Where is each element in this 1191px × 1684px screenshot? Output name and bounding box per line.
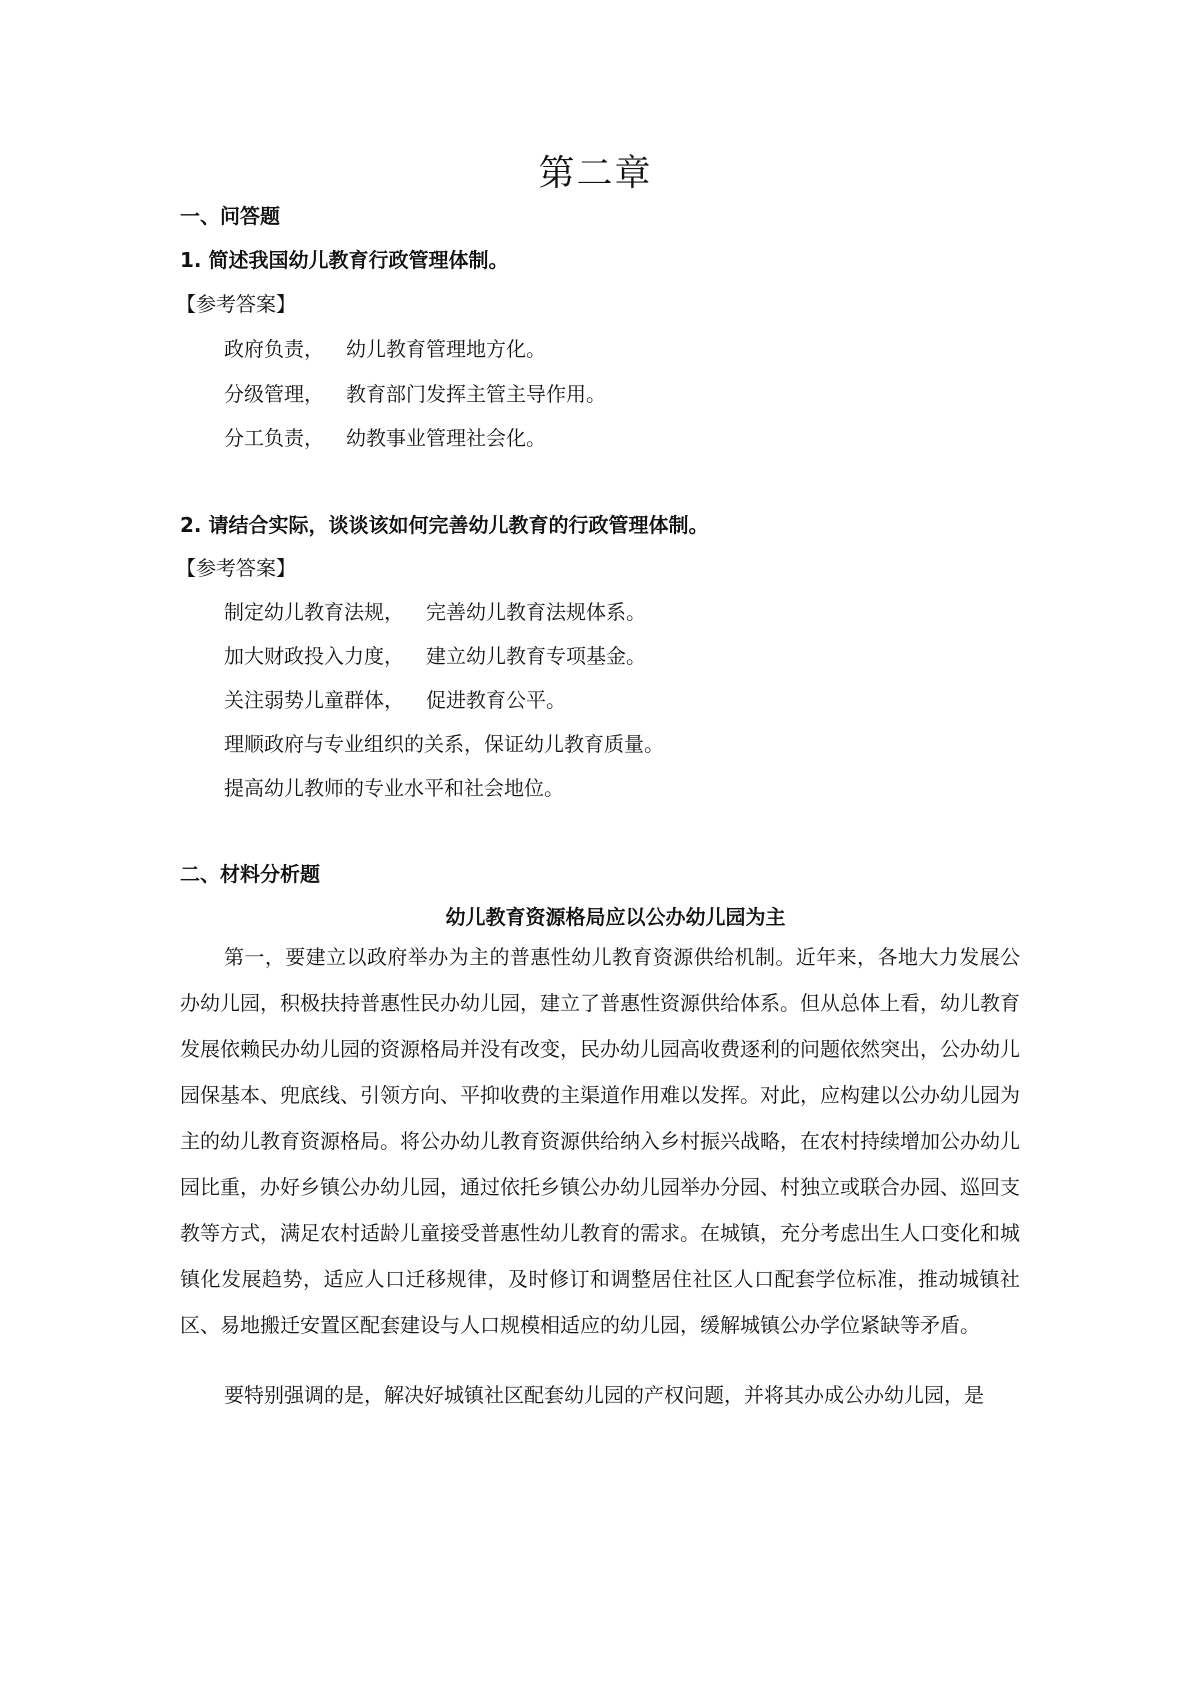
answer-part-a: 理顺政府与专业组织的关系，保证幼儿教育质量。 xyxy=(224,732,664,756)
answer-1-line-1 xyxy=(224,335,1064,363)
answer-2-line-5 xyxy=(224,774,1064,802)
answer-part-b: 促进教育公平。 xyxy=(426,688,566,712)
answer-2-line-3 xyxy=(224,686,1064,714)
article-paragraph-2: 要特别强调的是，解决好城镇社区配套幼儿园的产权问题，并将其办成公办幼儿园，是 xyxy=(224,1383,984,1407)
section1-heading: 一、问答题 xyxy=(180,204,280,228)
answer-part-a: 分级管理， xyxy=(224,382,324,406)
answer-part-a: 关注弱势儿童群体， xyxy=(224,688,404,712)
answer-part-a: 提高幼儿教师的专业水平和社会地位。 xyxy=(224,776,564,800)
question-1: 1. 简述我国幼儿教育行政管理体制。 xyxy=(180,248,509,272)
answer-1-line-3 xyxy=(224,424,1064,452)
answer-part-b: 完善幼儿教育法规体系。 xyxy=(426,600,646,624)
answer-part-a: 制定幼儿教育法规， xyxy=(224,600,404,624)
answer-part-a: 分工负责， xyxy=(224,426,324,450)
answer-part-a: 政府负责， xyxy=(224,337,324,361)
answer-part-b: 幼教事业管理社会化。 xyxy=(346,426,546,450)
chapter-title: 第二章 xyxy=(538,153,653,194)
answer-part-b: 教育部门发挥主管主导作用。 xyxy=(346,382,606,406)
answer-part-b: 建立幼儿教育专项基金。 xyxy=(426,644,646,668)
question-2: 2. 请结合实际，谈谈该如何完善幼儿教育的行政管理体制。 xyxy=(180,513,709,537)
answer-label-1: 【参考答案】 xyxy=(176,292,296,316)
answer-2-line-2 xyxy=(224,642,1064,670)
section2-heading: 二、材料分析题 xyxy=(180,862,320,886)
answer-part-b: 幼儿教育管理地方化。 xyxy=(346,337,546,361)
answer-2-line-1 xyxy=(224,598,1064,626)
answer-1-line-2 xyxy=(224,380,1064,408)
answer-2-line-4 xyxy=(224,730,1064,758)
article-title: 幼儿教育资源格局应以公办幼儿园为主 xyxy=(445,905,786,929)
answer-part-a: 加大财政投入力度， xyxy=(224,644,404,668)
answer-label-2: 【参考答案】 xyxy=(176,556,296,580)
article-paragraph-1: 第一，要建立以政府举办为主的普惠性幼儿教育资源供给机制。近年来，各地大力发展公办幼儿园，积极扶持普惠性民办幼儿园，建立了普惠性资源供给体系。但从总体上看，幼儿教育发展依赖民办幼儿园的资源格局并没有改变，民办幼儿园高收费逐利的问题依然突出，公办幼儿园保基本、兜底线、引领方向、平抑收费的主渠道作用难以发挥。对此，应构建以公办幼儿园为主的幼儿教育资源格局。将公办幼儿教育资源供给纳入乡村振兴战略，在农村持续增加公办幼儿园比重，办好乡镇公办幼儿园，通过依托乡镇公办幼儿园举办分园、村独立或联合办园、巡回支教等方式，满足农村适龄儿童接受普惠性幼儿教育的需求。在城镇，充分考虑出生人口变化和城镇化发展趋势，适应人口迁移规律，及时修订和调整居住社区人口配套学位标准，推动城镇社区、易地搬迁安置区配套建设与人口规模相适应的幼儿园，缓解城镇公办学位紧缺等矛盾。 xyxy=(180,945,1020,1337)
